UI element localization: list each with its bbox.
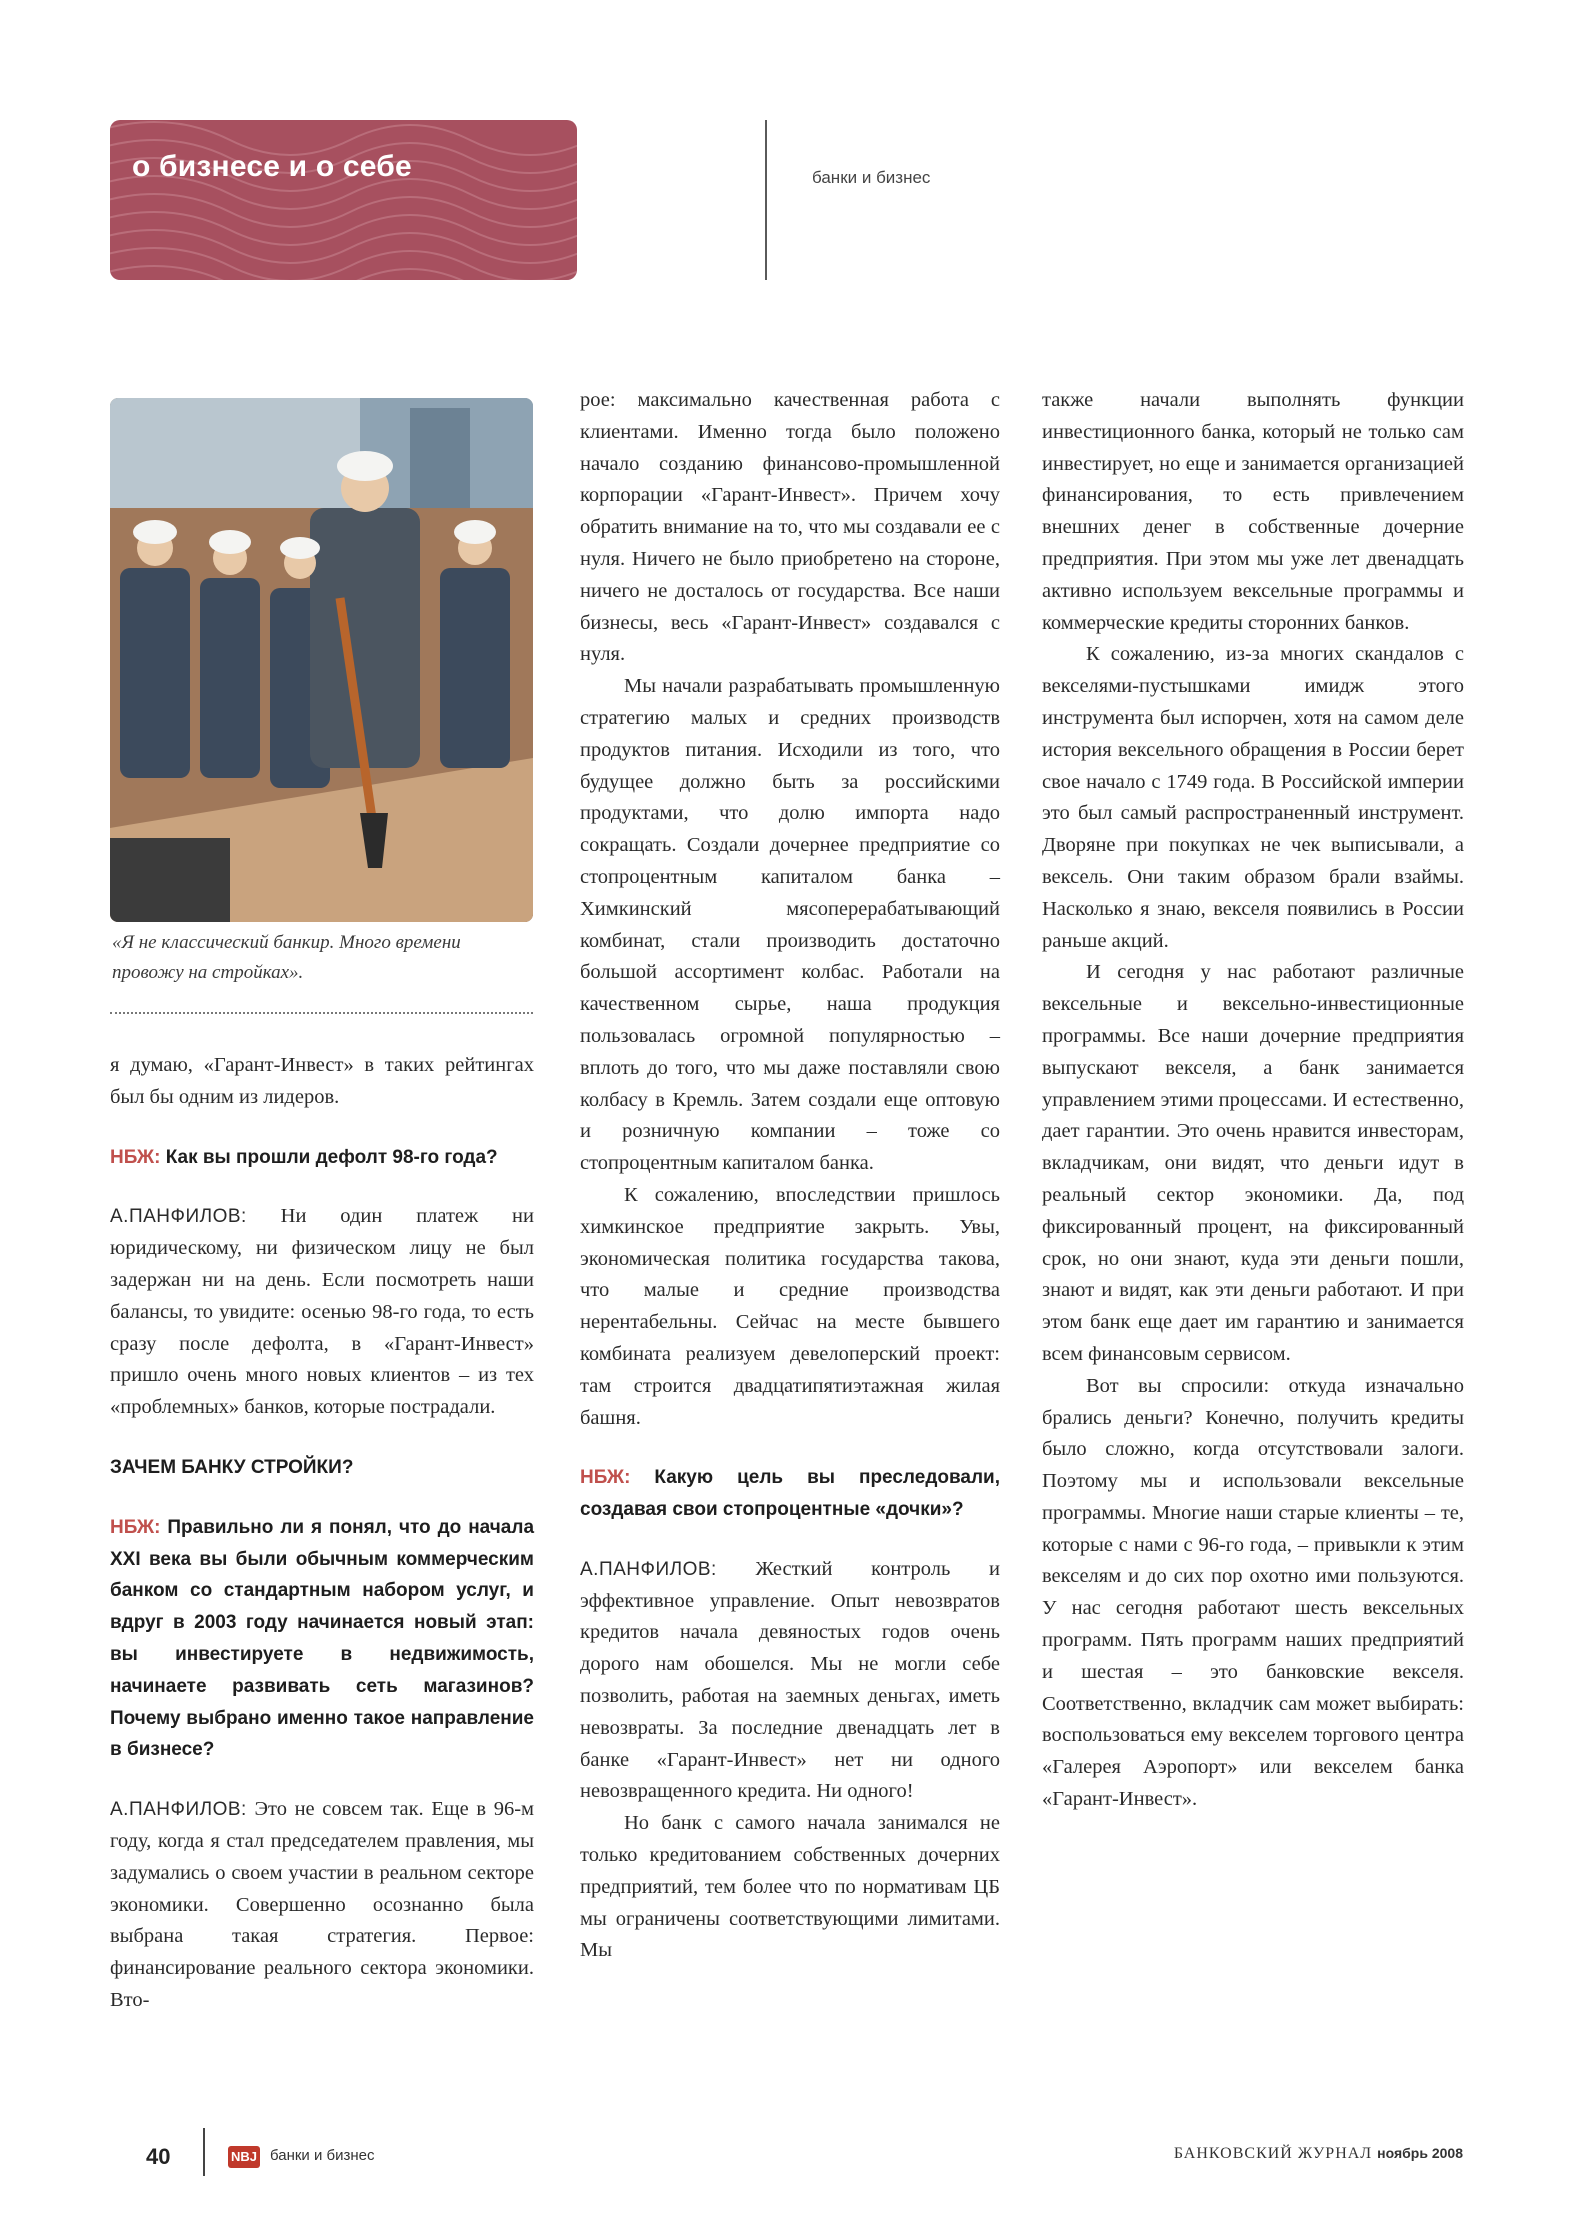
photo-caption: «Я не классический банкир. Много времени провожу на стройках». [112,932,461,983]
column-3 [1042,385,1464,1816]
question-3 [580,1462,1000,1526]
answer-1-label: А.ПАНФИЛОВ: [110,1206,247,1228]
answer-3-label: А.ПАНФИЛОВ: [580,1558,717,1580]
answer-2-text: Это не совсем так. Еще в 96-м году, когда я стал председателем правления, мы задумались о своем участии в реальном секторе экономики. Совершенно осознанно была выбрана такая стратегия. Первое: финансирование реального сектора экономики. Вто- [110,1798,535,2011]
answer-1 [110,1201,534,1424]
col1-paragraph-1: я думаю, «Гарант-Инвест» в таких рейтингах был бы одним из лидеров. [110,1054,534,1108]
col3-paragraph-1: также начали выполнять функции инвестиционного банка, который не только сам инвестирует, но еще и занимается организацией финансирования, то есть привлечением внешних денег в собственные дочерние предприятия. При этом мы уже лет двенадцать активно используем вексельные программы и коммерческие кредиты сторонних банков. [1042,389,1464,634]
footer-masthead [1174,2145,1463,2163]
answer-1-text: Ни один платеж ни юридическому, ни физическом лицу не был задержан ни на день. Если посмотреть наши балансы, то увидите: осенью 98-го года, то есть сразу после дефолта, в «Гарант-Инвест» пришло очень много новых клиентов – из тех «проблемных» банков, которые пострадали. [110,1205,534,1419]
question-1-text: Как вы прошли дефолт 98-го года? [165,1146,498,1168]
col2-paragraph-2: Мы начали разрабатывать промышленную стратегию малых и средних производств продуктов питания. Исходили из того, что будущее должно быть за российскими продуктами, что долю импорта надо сокращать. Создали дочернее предприятие со стопроцентным капиталом банка – Химкинский мясоперерабатывающий комбинат, стали производить достаточно большой ассортимент колбас. Работали на качественном сырье, наша продукция пользовалась огромной популярностью – вплоть до того, что мы даже поставляли свою колбасу в Кремль. Затем создали еще оптовую и розничную компании – тоже со стопроцентным капиталом банка. [580,675,1000,1175]
answer-3-text: Жесткий контроль и эффективное управление. Опыт невозвратов кредитов начала девяностых годов очень дорого нам обошелся. Мы не могли себе позволить, работая на заемных деньгах, иметь невозвраты. За последние двенадцать лет в банке «Гарант-Инвест» нет ни одного невозвращенного кредита. Ни одного! [580,1557,1000,1803]
column-2 [580,385,1000,1967]
magazine-name: БАНКОВСКИЙ ЖУРНАЛ [1173,2145,1373,2162]
col3-paragraph-4: Вот вы спросили: откуда изначально брались деньги? Конечно, получить кредиты было сложно, когда отсутствовали залоги. Поэтому мы и использовали вексельные программы. Многие наши старые клиенты – те, которые с нами с 96-го года, – привыкли к этим векселям и до сих пор охотно ими пользуются. У нас сегодня работают шесть вексельных программ. Пять программ наших предприятий и шестая – это банковские векселя. Соответственно, вкладчик сам может выбирать: воспользоваться ему векселем торгового центра «Галерея Аэропорт» или векселем банка «Гарант-Инвест». [1042,1374,1464,1811]
section-tag: банки и бизнес [812,168,931,187]
banner-title: о бизнесе и о себе [132,150,412,183]
caption-divider [110,1012,533,1014]
issue-date: ноябрь 2008 [1377,2145,1463,2161]
page-number: 40 [146,2144,171,2169]
construction-site-photo [110,398,533,922]
question-1-label: НБЖ: [110,1146,161,1168]
col3-paragraph-3: И сегодня у нас работают различные вексельные и вексельно-инвестиционные программы. Все наши дочерние предприятия выпускают векселя, а банк занимается управлением этими процессами. И естественно, дает гарантии. Это очень нравится инвесторам, вкладчикам, они видят, что деньги идут в реальный сектор экономики. Да, под фиксированный процент, на фиксированный срок, но они знают, куда эти деньги пошли, знают и видят, как эти деньги работают. И при этом банк еще дает им гарантию и занимается всем финансовым сервисом. [1042,961,1464,1365]
col3-paragraph-2: К сожалению, из-за многих скандалов с векселями-пустышками имидж этого инструмента был испорчен, хотя на самом деле история вексельного обращения в России берет свое начало с 1749 года. В Российской империи это был самый распространенный инструмент. Дворяне при покупках не чек выписывали, а вексель. Они таким образом брали взаймы. Насколько я знаю, векселя появились в России раньше акций. [1042,643,1464,952]
column-1 [110,1050,534,2017]
photo-illustration [110,398,533,922]
col2-paragraph-4: Но банк с самого начала занимался не только кредитованием собственных дочерних предприятий, тем более что по нормативам ЦБ мы ограничены соответствующими лимитами. Мы [580,1812,1000,1962]
col2-paragraph-3: К сожалению, впоследствии пришлось химкинское предприятие закрыть. Увы, экономическая политика государства такова, что малые и средние производства нерентабельны. Сейчас на месте бывшего комбината реализуем девелоперский проект: там строится двадцатипятиэтажная жилая башня. [580,1183,1000,1429]
answer-3 [580,1554,1000,1808]
answer-2-label: А.ПАНФИЛОВ: [110,1799,247,1821]
col2-paragraph-1: рое: максимально качественная работа с клиентами. Именно тогда было положено начало созданию финансово-промышленной корпорации «Гарант-Инвест». Причем хочу обратить внимание на то, что мы создавали ее с нуля. Ничего не было приобретено на стороне, ничего не досталось от государства. Все наши бизнесы, весь «Гарант-Инвест» создавался с нуля. [580,389,1000,666]
banner-wave-pattern [110,120,577,280]
answer-2 [110,1794,534,2017]
question-3-text: Какую цель вы преследовали, создавая свои стопроцентные «дочки»? [580,1467,1001,1521]
question-1 [110,1142,534,1174]
section-banner [110,120,577,280]
footer-section: банки и бизнес [270,2147,375,2164]
question-2-label: НБЖ: [110,1516,161,1538]
question-2 [110,1512,534,1766]
header-divider [765,120,767,280]
nbj-logo: NBJ [228,2146,260,2168]
footer-divider [203,2128,205,2176]
question-2-text: Правильно ли я понял, что до начала XXI века вы были обычным коммерческим банком со стандартным набором услуг, и вдруг в 2003 году начинается новый этап: вы инвестируете в недвижимость, начинаете развивать сеть магазинов? Почему выбрано именно такое направление в бизнесе? [110,1516,535,1761]
subheading: ЗАЧЕМ БАНКУ СТРОЙКИ? [110,1456,354,1478]
question-3-label: НБЖ: [580,1467,631,1489]
